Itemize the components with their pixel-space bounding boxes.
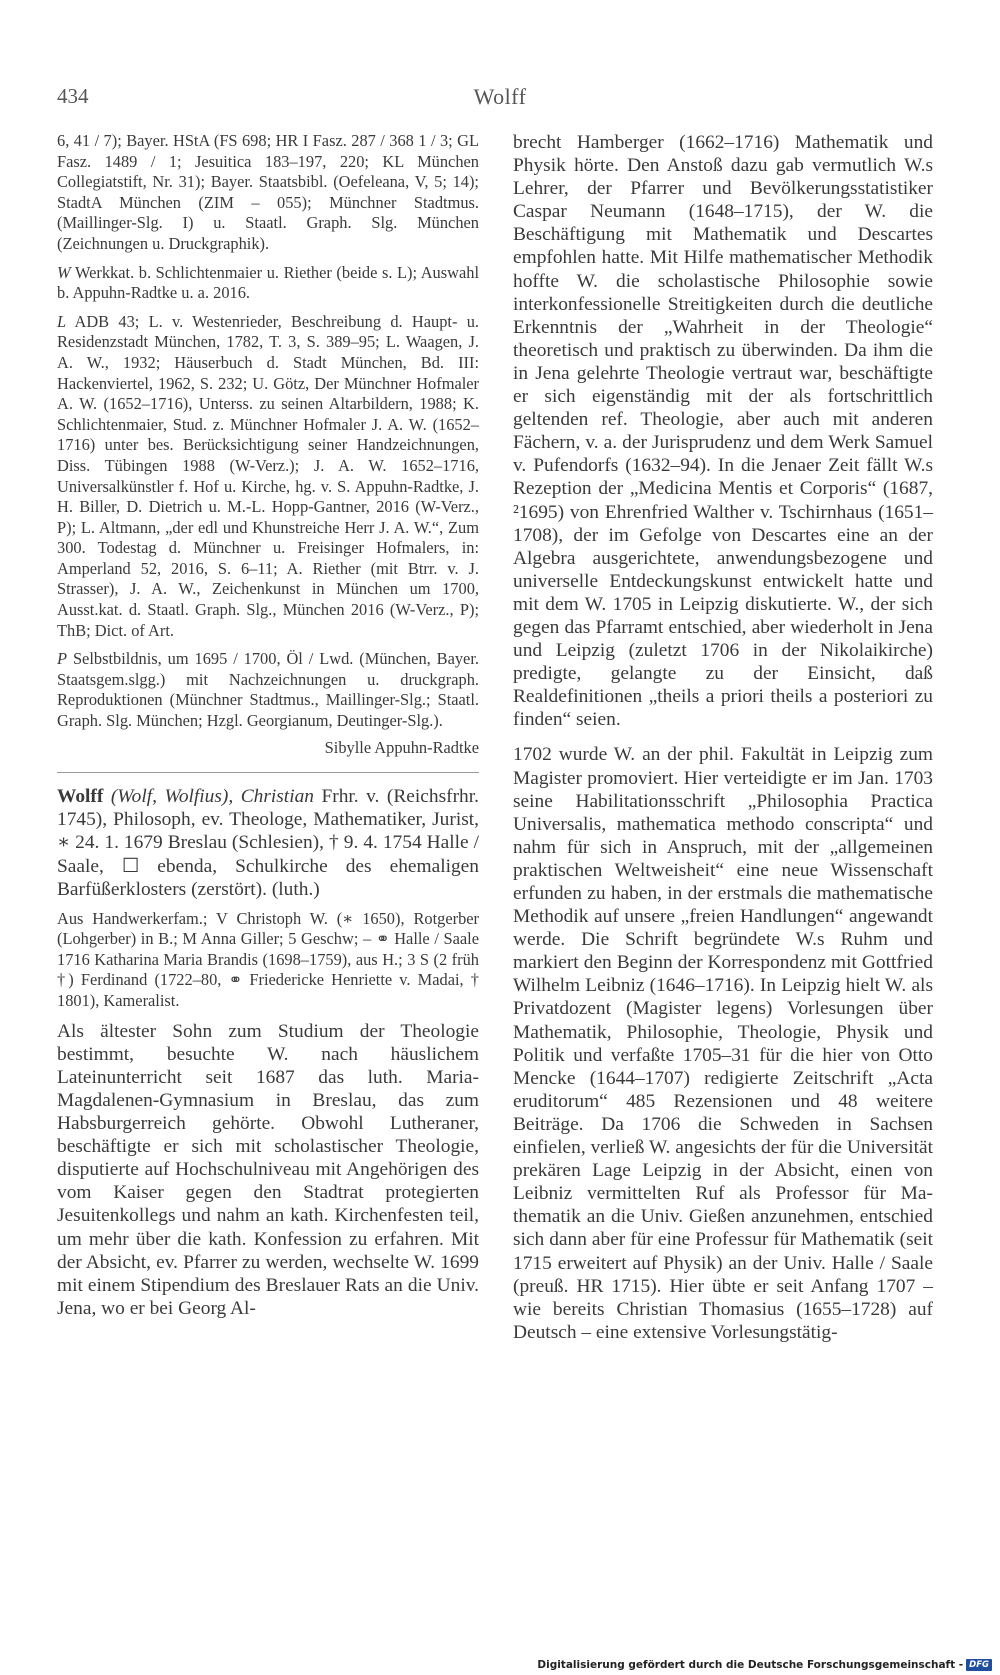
- portraits-text: Selbstbildnis, um 1695 / 1700, Öl / Lwd. (München, Bayer. Staatsgem.slgg.) mit Nachzeichnungen u. druckgraph. Reproduktionen (Münchner Stadtmus., Maillinger-Slg.; Staatl. Graph. Slg. München; Hzgl. Georgianum, Deutinger-Slg.).: [57, 649, 479, 731]
- portraits-section: [57, 649, 479, 731]
- entry-heading: [57, 785, 479, 900]
- works-section: [57, 263, 479, 304]
- footer-credit: [537, 1659, 992, 1671]
- genealogy: Aus Handwerkerfam.; V Christoph W. (∗ 1650), Rotgerber (Lohgerber) in B.; M Anna Giller; 5 Geschw; – ⚭ Halle / Saale 1716 Katharina Maria Brandis (1698–1759), aus H.; 3 S (2 früh †) Ferdinand (1722–80, ⚭ Friedericke Henriette v. Madai, † 1801), Kameralist.: [57, 908, 479, 1011]
- literature-label: L: [57, 311, 67, 331]
- works-text: Werkkat. b. Schlichtenmaier u. Riether (beide s. L); Auswahl b. Appuhn-Radtke u. a. 2016.: [57, 262, 479, 303]
- entry-name: Wolff: [57, 786, 104, 808]
- right-column: [513, 131, 933, 1344]
- entry-divider: [57, 772, 479, 773]
- sources-continued: 6, 41 / 7); Bayer. HStA (FS 698; HR I Fasz. 287 / 368 1 / 3; GL Fasz. 1489 / 1; Jesuitica 183–197, 220; KL München Collegiatstift, Nr. 31); Bayer. Staatsbibl. (Oefeleana, V, 5; 14); StadtA München (ZIM – 055); Münchner Stadtmus. (Maillinger-Slg. I) u. Staatl. Graph. Slg. München (Zeichnungen u. Druckgraphik).: [57, 131, 479, 253]
- entry-details: Frhr. v. (Reichsfrhr. 1745), Philosoph, ev. Theologe, Mathematiker, Jurist, ∗ 24. 1. 1679 Breslau (Schlesien), † 9. 4. 1754 Halle / Saale, ☐ ebenda, Schulkirche des ehemaligen Barfüßerklosters (zerstört). (luth.): [57, 786, 479, 900]
- literature-text: ADB 43; L. v. Westenrieder, Beschreibung d. Haupt- u. Residenzstadt München, 1782, T. 3, S. 389–95; L. Waagen, J. A. W., 1932; Häuserbuch d. Stadt München, Bd. III: Hackenviertel, 1962, S. 232; U. Götz, Der Münchner Hofmaler A. W. (1652–1716), Unterss. zu seinen Altarbildern, 1988; K. Schlichtenmaier, Stud. z. Münchner Hofmaler J. A. W. (1652–1716) unter bes. Berücksichtigung seiner Handzeichnungen, Diss. Tübingen 1988 (W-Verz.); J. A. W. 1652–1716, Universalkünstler f. Hof u. Kirche, hg. v. S. Appuhn-Radtke, J. H. Biller, D. Dietrich u. M.-L. Hopp-Gantner, 2016 (W-Verz., P); L. Altmann, „der edl und Khunstreiche Herr J. A. W.“, Zum 300. Todestag d. Münchner u. Freisinger Hofmalers, in: Amperland 52, 2016, S. 6–11; A. Riether (mit Btrr. v. J. Strasser), J. A. W., Zeichenkunst in München um 1700, Ausst.kat. d. Staatl. Graph. Slg., München 2016 (W-Verz., P); ThB; Dict. of Art.: [57, 311, 479, 640]
- literature-section: [57, 312, 479, 642]
- body-paragraph-1: Als ältester Sohn zum Studium der Theologie bestimmt, besuchte W. nach häuslichem Lateinunterricht seit 1687 das luth. Maria-Magdalenen-Gymnasium in Breslau, das zum Habsburgerreich gehörte. Obwohl Lutheraner, beschäftigte er sich mit scholastischer Theologie, disputierte auf Hochschulniveau mit Angehörigen des vom Kaiser gegen den Stadtrat protegierten Jesuitenkollegs und nahm an kath. Kirchenfesten teil, um mehr über die kath. Konfession zu erfahren. Mit der Absicht, ev. Pfarrer zu werden, wechselte W. 1699 mit einem Stipendium des Breslauer Rats an die Univ. Jena, wo er bei Georg Al-: [57, 1020, 479, 1319]
- entry-variants: (Wolf, Wolfius), Christian: [110, 786, 314, 808]
- dfg-logo: DFG: [966, 1659, 992, 1671]
- portraits-label: P: [57, 649, 68, 669]
- footer-credit-text: Digitalisierung gefördert durch die Deutsche Forschungsgemeinschaft -: [537, 1659, 964, 1671]
- running-head: Wolff: [473, 84, 527, 109]
- author-signature: Sibylle Appuhn-Radtke: [324, 737, 479, 757]
- body-paragraph-3: 1702 wurde W. an der phil. Fakultät in Leipzig zum Magister promoviert. Hier verteidigte er im Jan. 1703 seine Habilitationsschrift „Philosophia Practica Universalis, mathematica methodo conscripta“ und nahm für sich in Anspruch, mit der „allgemeinen praktischen Weltweisheit“ eine neue Wissenschaft erfunden zu haben, in der erstmals die mathematische Methodik auf unsere „freien Handlungen“ angewandt werde. Die Schrift begründete W.s Ruhm und markiert den Beginn der Korrespondenz mit Gottfried Wilhelm Leibniz (1646–1716). In Leipzig hielt W. als Privatdozent (Magister legens) Vorlesungen über Mathematik, Philosophie, Theologie, Physik und Politik und verfaßte 1705–31 für die hier von Otto Mencke (1644–1707) redigierte Zeitschrift „Acta eruditorum“ 485 Rezensionen und 48 weitere Beiträge. Da 1706 die Schweden in Sachsen einfielen, verließ W. angesichts der für die Universität prekären Lage Leipzig in der Absicht, einen von Leibniz vermittelten Ruf als Professor für Mathematik an die Univ. Gießen anzunehmen, entschied sich dann aber für eine Professur für Mathematik (seit 1715 erweitert auf Physik) an der Univ. Halle / Saale (preuß. HR 1715). Hier übte er seit Anfang 1707 – wie bereits Christian Thomasius (1655–1728) auf Deutsch – eine extensive Vorlesungstätig-: [513, 744, 933, 1343]
- works-label: W: [57, 262, 71, 282]
- body-paragraph-2: brecht Hamberger (1662–1716) Mathematik und Physik hörte. Den Anstoß dazu gab vermutlich W.s Lehrer, der Pfarrer und Bevölkerungsstatistiker Caspar Neumann (1648–1715), der W. die Beschäftigung mit Mathematik und Descartes empfohlen hatte. Mit Hilfe mathematischer Methodik hoffte W. die scholastische Philosophie sowie interkonfessionelle Streitigkeiten durch die deutliche Erkenntnis der „Wahrheit in der Theologie“ theoretisch und praktisch zu überwinden. Da ihm die in Jena gelehrte Theologie vertraut war, beschäftigte er sich eigenständig mit der als fortschrittlich geltenden ref. Theologie, aber auch mit anderen Fächern, v. a. der Jurisprudenz und dem Werk Samuel v. Pufendorfs (1632–94). In die Jenaer Zeit fällt W.s Rezeption der „Medicina Mentis et Corporis“ (1687, ²1695) von Ehrenfried Walther v. Tschirnhaus (1651–1708), der im Gefolge von Descartes eine an der Algebra ausgerichtete, anwendungsbezogene und universelle Entdeckungskunst entwickelt hatte und mit dem W. 1705 in Leipzig diskutierte. W., der sich gegen das Pfarramt entschied, aber wiederholt in Jena und Leipzig (zuletzt 1706 in der Nikolaikirche) predigte, gelangte zu der Einsicht, daß Realdefinitionen „theils a priori theils a posteriori zu finden“ seien.: [513, 132, 933, 731]
- left-column: [57, 131, 479, 1320]
- page-number: 434: [57, 84, 89, 108]
